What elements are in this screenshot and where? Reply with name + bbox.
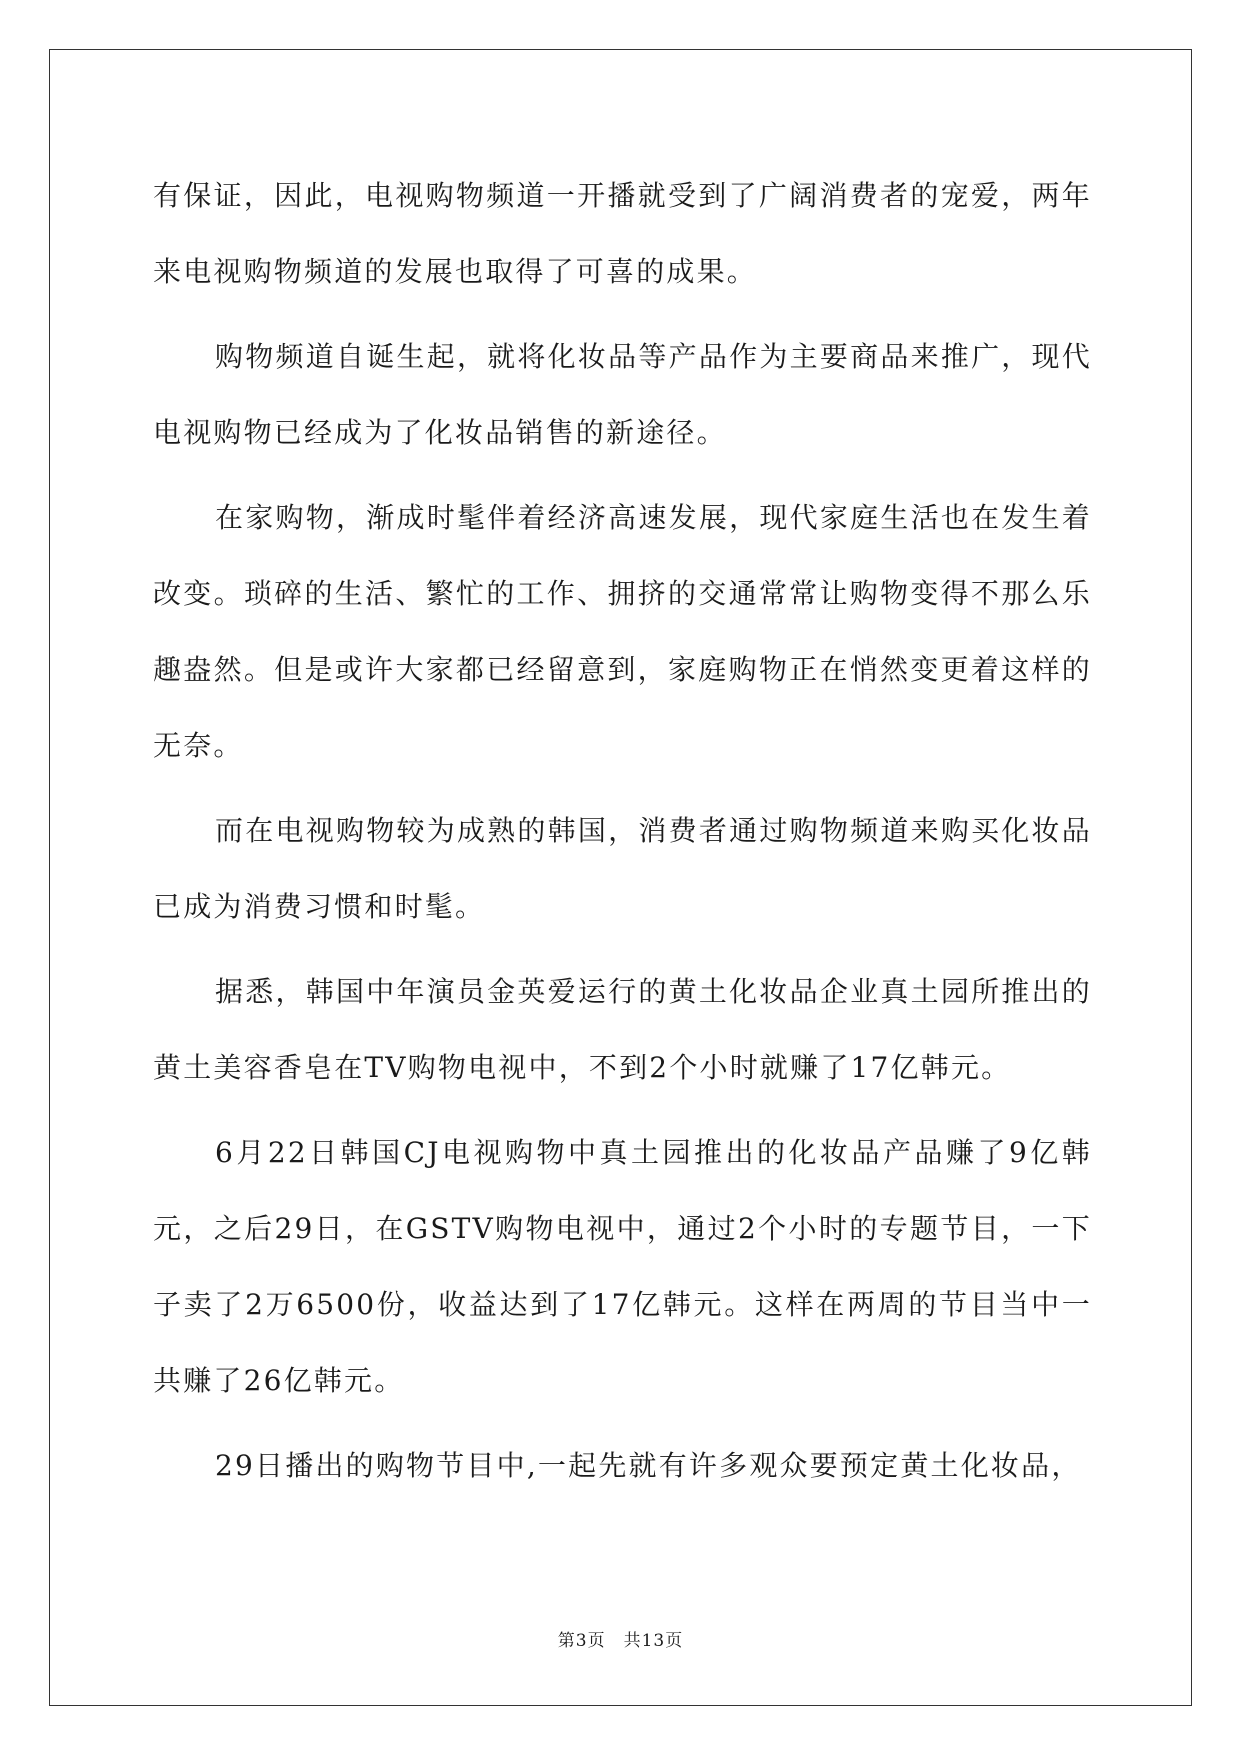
paragraph: 6月22日韩国CJ电视购物中真土园推出的化妆品产品赚了9亿韩元，之后29日，在GSTV购物电视中，通过2个小时的专题节目，一下子卖了2万6500份，收益达到了17亿韩元。这样在两周的节目当中一共赚了26亿韩元。 [153,1136,1092,1397]
page-number: 第3页 共13页 [557,1631,684,1651]
paragraph: 29日播出的购物节目中,一起先就有许多观众要预定黄土化妆品， [215,1449,1082,1482]
document-body [153,158,1092,1513]
paragraph: 据悉，韩国中年演员金英爱运行的黄土化妆品企业真土园所推出的黄土美容香皂在TV购物电视中，不到2个小时就赚了17亿韩元。 [153,975,1092,1084]
paragraph: 购物频道自诞生起，就将化妆品等产品作为主要商品来推广，现代电视购物已经成为了化妆品销售的新途径。 [153,340,1092,449]
paragraph: 在家购物，渐成时髦伴着经济高速发展，现代家庭生活也在发生着改变。琐碎的生活、繁忙的工作、拥挤的交通常常让购物变得不那么乐趣盎然。但是或许大家都已经留意到，家庭购物正在悄然变更着这样的无奈。 [153,501,1092,762]
paragraph: 而在电视购物较为成熟的韩国，消费者通过购物频道来购买化妆品已成为消费习惯和时髦。 [153,814,1092,923]
paragraph: 有保证，因此，电视购物频道一开播就受到了广阔消费者的宠爱，两年来电视购物频道的发展也取得了可喜的成果。 [153,179,1092,288]
